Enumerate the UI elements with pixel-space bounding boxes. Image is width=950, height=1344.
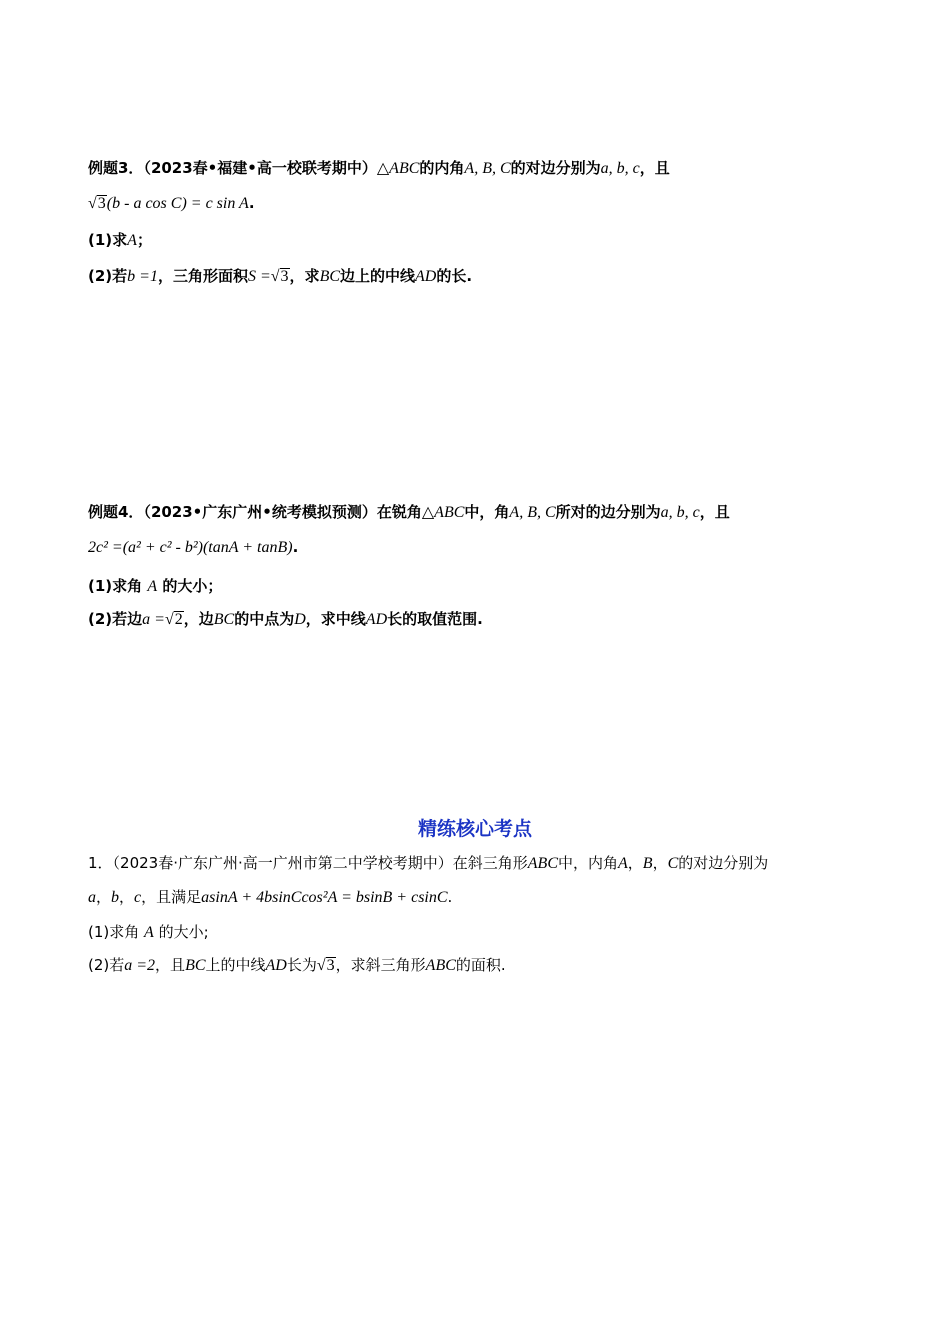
- example3-q2-prefix: (2)若: [88, 267, 128, 285]
- example3-q2-side: 边上的中线: [340, 267, 416, 285]
- example3-header: [88, 157, 670, 180]
- example4-q2-bc: BC: [213, 611, 235, 628]
- example4-sides: a, b, c: [660, 504, 700, 521]
- example3-text-c: ，且: [639, 159, 670, 177]
- exercise1-q2-end: 的面积.: [455, 956, 506, 974]
- example3-text-b: 的对边分别为: [510, 159, 601, 177]
- example4-q2-sqrt: 2: [174, 611, 183, 628]
- exercise1-triangle: ABC: [527, 855, 558, 872]
- exercise1-q2-triangle: ABC: [425, 957, 456, 974]
- example3-q2-mid: ，三角形面积: [157, 267, 248, 285]
- example4-q2-a: a =: [142, 611, 165, 628]
- example3-q2-bc: BC: [319, 268, 341, 285]
- example4-text-b: 所对的边分别为: [555, 503, 661, 521]
- exercise1-side-b: b: [111, 889, 120, 906]
- exercise1-q1-prefix: (1)求角: [88, 923, 140, 941]
- example4-question-1: [88, 575, 222, 598]
- example4-triangle: △ABC: [421, 504, 465, 521]
- exercise1-text-c: ，且满足: [141, 888, 202, 906]
- example4-text-a: 中，角: [464, 503, 510, 521]
- example4-question-2: (2)若边a =√2，边BC的中点为D，求中线AD长的取值范围.: [88, 610, 483, 628]
- example3-equation: √3(b - a cos C) = c sin A.: [88, 194, 255, 212]
- exercise1-equation-line: [88, 886, 452, 909]
- exercise1-q1-var: A: [144, 924, 154, 941]
- exercise1-side-a: a: [88, 889, 96, 906]
- example4-q2-ad: AD: [365, 611, 388, 628]
- example4-angles: A, B, C: [509, 504, 556, 521]
- example3-q2-s: S =: [247, 268, 271, 285]
- example4-label: 例题4．: [88, 503, 144, 521]
- exercise1-label: 1．: [88, 854, 113, 872]
- example4-equation-text: 2c² =(a² + c² - b²)(tanA + tanB): [88, 539, 293, 556]
- exercise1-text-a: 中，内角: [557, 854, 618, 872]
- exercise1-q2-mid3: 长为: [286, 956, 317, 974]
- exercise1-source: （2023春·广东广州·高一广州市第二中学校考期中）在斜三角形: [112, 854, 528, 872]
- exercise1-q2-mid4: ，求斜三角形: [335, 956, 426, 974]
- section-heading: 精练核心考点: [417, 818, 532, 840]
- example3-q1-end: ；: [136, 231, 152, 249]
- example3-sqrt: 3: [97, 195, 106, 212]
- example3-text-a: 的内角: [419, 159, 465, 177]
- example4-q2-prefix: (2)若边: [88, 610, 143, 628]
- exercise1-q2-prefix: (2)若: [88, 956, 125, 974]
- exercise1-question-1: [88, 921, 209, 944]
- example4-text-c: ，且: [699, 503, 730, 521]
- exercise1-header: [88, 852, 768, 875]
- example3-q1-var: A: [127, 232, 137, 249]
- exercise1-text-b: 的对边分别为: [678, 854, 769, 872]
- example3-sides: a, b, c: [600, 160, 640, 177]
- exercise1-comma-4: ，: [119, 888, 135, 906]
- exercise1-q2-sqrt: 3: [326, 957, 335, 974]
- exercise1-comma-1: ，: [627, 854, 643, 872]
- exercise1-b-angle: B: [642, 855, 653, 872]
- example4-equation: [88, 536, 298, 559]
- example4-q1-var: A: [147, 578, 158, 595]
- example3-q2-after: ，求: [289, 267, 320, 285]
- example4-q2-mid: ，边: [183, 610, 214, 628]
- example4-q2-mid2: 的中点为: [234, 610, 295, 628]
- example4-q2-mid3: ，求中线: [305, 610, 366, 628]
- example4-header: [88, 501, 730, 524]
- exercise1-c-angle: C: [667, 855, 679, 872]
- example3-question-2: (2)若b =1，三角形面积S =√3，求BC边上的中线AD的长.: [88, 267, 473, 285]
- exercise1-question-2: (2)若a =2，且BC上的中线AD长为√3，求斜三角形ABC的面积.: [88, 956, 506, 974]
- exercise1-q2-ad: AD: [265, 957, 287, 974]
- example3-eq-end: .: [248, 194, 255, 212]
- example3-label: 例题3．: [88, 159, 144, 177]
- example4-eq-end: .: [292, 538, 299, 556]
- exercise1-q1-end: 的大小;: [158, 923, 209, 941]
- example3-q2-sqrt: 3: [280, 268, 289, 285]
- example4-q1-end: 的大小；: [162, 577, 223, 595]
- example3-question-1: [88, 229, 152, 252]
- exercise1-a-angle: A: [618, 855, 628, 872]
- exercise1-comma-2: ，: [652, 854, 668, 872]
- exercise1-side-c: c: [134, 889, 142, 906]
- example4-source: （2023•广东广州•统考模拟预测）在锐角: [143, 503, 422, 521]
- example3-eq-rest: (b - a cos C) = c sin A: [106, 195, 249, 212]
- example3-q2-ad: AD: [415, 268, 437, 285]
- example3-angles: A, B, C: [464, 160, 511, 177]
- example3-q1-prefix: (1)求: [88, 231, 128, 249]
- example3-triangle: △ABC: [376, 160, 420, 177]
- example3-source: （2023春•福建•高一校联考期中）: [143, 159, 377, 177]
- example4-q2-end: 长的取值范围.: [387, 610, 483, 628]
- exercise1-eq-end: .: [447, 888, 453, 906]
- exercise1-equation: asinA + 4bsinCcos²A = bsinB + csinC: [201, 889, 448, 906]
- example4-q2-d: D: [294, 611, 306, 628]
- exercise1-q2-bc: BC: [185, 957, 206, 974]
- exercise1-q2-a: a =2: [124, 957, 156, 974]
- exercise1-q2-mid: ，且: [155, 956, 186, 974]
- example3-q2-b: b =1: [127, 268, 158, 285]
- example3-q2-end: 的长.: [436, 267, 473, 285]
- example4-q1-prefix: (1)求角: [88, 577, 143, 595]
- exercise1-comma-3: ，: [96, 888, 112, 906]
- exercise1-q2-mid2: 上的中线: [205, 956, 266, 974]
